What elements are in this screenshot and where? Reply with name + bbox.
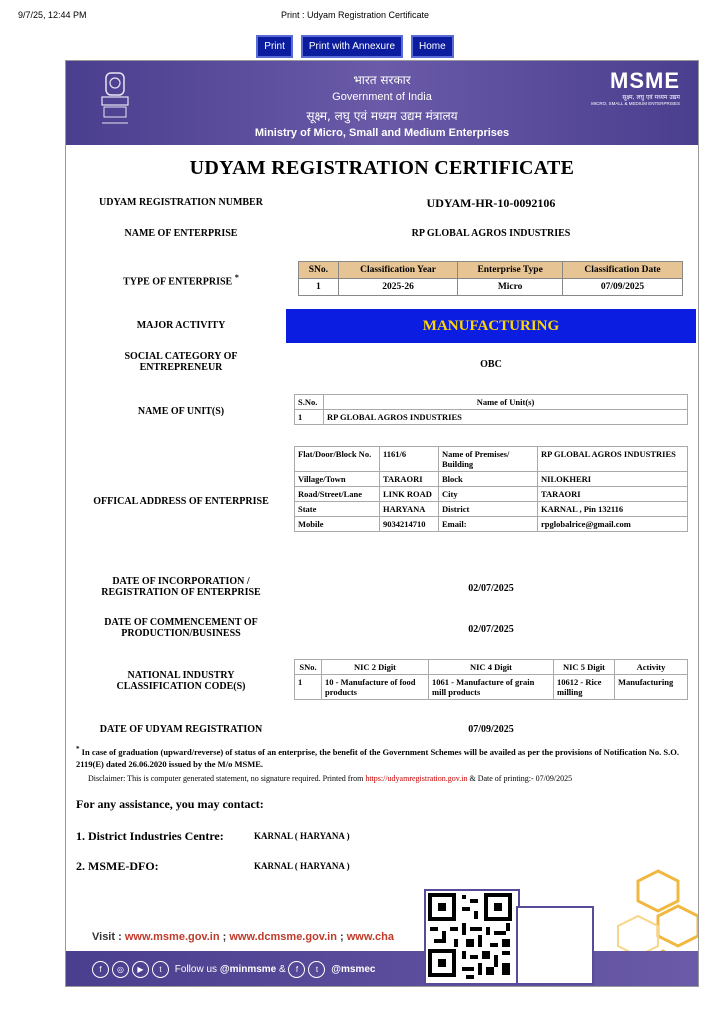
- twitter-icon[interactable]: t: [308, 961, 325, 978]
- address-cell: TARAORI: [380, 472, 439, 487]
- address-cell: HARYANA: [380, 502, 439, 517]
- assistance-heading: For any assistance, you may contact:: [76, 797, 264, 811]
- address-label: OFFICAL ADDRESS OF ENTERPRISE: [93, 496, 269, 507]
- udyam-date-label: DATE OF UDYAM REGISTRATION: [99, 724, 263, 735]
- type-label: TYPE OF ENTERPRISE *: [123, 273, 239, 288]
- msme-logo: [584, 69, 680, 106]
- address-cell: 9034214710: [380, 517, 439, 532]
- units-table: [294, 394, 688, 425]
- print-annexure-button[interactable]: Print with Annexure: [301, 35, 403, 58]
- type-label-text: TYPE OF ENTERPRISE: [123, 276, 233, 288]
- type-table: [298, 261, 683, 296]
- type-cell: 1: [299, 279, 339, 296]
- address-cell: District: [439, 502, 538, 517]
- dic-label: 1. District Industries Centre:: [76, 829, 224, 843]
- units-cell: 1: [295, 410, 324, 425]
- table-row: [295, 447, 688, 472]
- qr-code-icon: [426, 891, 514, 979]
- nic-header: SNo.: [295, 660, 322, 675]
- print-datetime: 9/7/25, 12:44 PM: [18, 10, 87, 20]
- banner-english-ministry: Ministry of Micro, Small and Medium Enterprises: [254, 127, 510, 139]
- msme-logo-sub-hindi: सूक्ष्म, लघु एवं मध्यम उद्यम: [622, 94, 680, 101]
- table-row: [295, 675, 688, 700]
- enterprise-name: RP GLOBAL AGROS INDUSTRIES: [411, 228, 571, 239]
- nic-header: NIC 2 Digit: [322, 660, 429, 675]
- major-activity-label: MAJOR ACTIVITY: [136, 320, 226, 331]
- follow-line: [92, 961, 375, 978]
- table-row: [295, 410, 688, 425]
- address-cell: Block: [439, 472, 538, 487]
- action-bar: [0, 35, 710, 58]
- graduation-note: * In case of graduation (upward/reverse) of status of an enterprise, the benefit of the Government Schemes will be availed as per the provisions of Notification No. S.O. 2119(E) dated 26.06.2020 issued by the M/o MSME.: [76, 745, 679, 769]
- reg-number-label: UDYAM REGISTRATION NUMBER: [99, 197, 263, 208]
- incorporation-label: DATE OF INCORPORATION / REGISTRATION OF ENTERPRISE: [101, 576, 261, 598]
- banner-hindi-ministry: सूक्ष्म, लघु एवं मध्यम उद्यम मंत्रालय: [306, 109, 458, 123]
- address-cell: 1161/6: [380, 447, 439, 472]
- facebook-icon[interactable]: f: [92, 961, 109, 978]
- certificate-title: UDYAM REGISTRATION CERTIFICATE: [189, 157, 575, 179]
- nic-cell: 1061 - Manufacture of grain mill products: [429, 675, 554, 700]
- banner-english-gov: Government of India: [332, 91, 432, 103]
- address-cell: Flat/Door/Block No.: [295, 447, 380, 472]
- address-cell: TARAORI: [538, 487, 688, 502]
- type-header: Classification Year: [338, 262, 458, 279]
- type-cell: 07/09/2025: [562, 279, 682, 296]
- youtube-icon[interactable]: ▶: [132, 961, 149, 978]
- address-cell: RP GLOBAL AGROS INDUSTRIES: [538, 447, 688, 472]
- units-cell: RP GLOBAL AGROS INDUSTRIES: [324, 410, 688, 425]
- visit-label: Visit :: [92, 931, 122, 943]
- follow-label: Follow us: [174, 964, 218, 976]
- nic-cell: Manufacturing: [615, 675, 688, 700]
- type-header: Classification Date: [562, 262, 682, 279]
- champions-link[interactable]: www.cha: [346, 931, 394, 943]
- disclaimer: [88, 774, 699, 783]
- address-cell: Name of Premises/ Building: [439, 447, 538, 472]
- nic-cell: 10 - Manufacture of food products: [322, 675, 429, 700]
- nic-table: [294, 659, 688, 700]
- table-row: [295, 472, 688, 487]
- print-button[interactable]: Print: [256, 35, 293, 58]
- qr-code: [424, 889, 520, 985]
- social-category: OBC: [480, 359, 502, 370]
- nic-label: NATIONAL INDUSTRY CLASSIFICATION CODE(S): [116, 670, 246, 692]
- msme-logo-sub-english: MICRO, SMALL & MEDIUM ENTERPRISES: [591, 101, 680, 106]
- units-header: S.No.: [295, 395, 324, 410]
- address-cell: State: [295, 502, 380, 517]
- reg-number: UDYAM-HR-10-0092106: [426, 196, 556, 210]
- twitter-icon[interactable]: t: [152, 961, 169, 978]
- units-label: NAME OF UNIT(S): [137, 406, 225, 417]
- disclaimer-pre: Disclaimer: This is computer generated statement, no signature required. Printed from: [88, 774, 364, 783]
- dic-value: KARNAL ( HARYANA ): [254, 831, 350, 841]
- table-row: [299, 279, 683, 296]
- nic-cell: 10612 - Rice milling: [554, 675, 615, 700]
- banner-hindi-gov: भारत सरकार: [353, 73, 411, 87]
- address-cell: Village/Town: [295, 472, 380, 487]
- home-button[interactable]: Home: [411, 35, 454, 58]
- visit-sep: ;: [219, 931, 230, 943]
- instagram-icon[interactable]: ◎: [112, 961, 129, 978]
- social-category-label: SOCIAL CATEGORY OF ENTREPRENEUR: [124, 351, 238, 373]
- major-activity: MANUFACTURING: [286, 309, 696, 343]
- address-cell: Road/Street/Lane: [295, 487, 380, 502]
- nic-header: Activity: [615, 660, 688, 675]
- dfo-label: 2. MSME-DFO:: [76, 859, 159, 873]
- msme-link[interactable]: www.msme.gov.in: [124, 931, 220, 943]
- address-cell: NILOKHERI: [538, 472, 688, 487]
- table-row: [295, 517, 688, 532]
- visit-line: [92, 931, 394, 943]
- certificate: [65, 60, 699, 987]
- follow-handle-2: @msmec: [331, 964, 376, 976]
- type-cell: 2025-26: [338, 279, 458, 296]
- ministry-banner: [66, 61, 698, 145]
- msme-logo-text: MSME: [610, 68, 680, 93]
- address-cell: LINK ROAD: [380, 487, 439, 502]
- address-cell: Mobile: [295, 517, 380, 532]
- incorporation-date: 02/07/2025: [468, 583, 514, 594]
- type-header: SNo.: [299, 262, 339, 279]
- graduation-note-text: In case of graduation (upward/reverse) of status of an enterprise, the benefit of the Government Schemes will be availed as per the provisions of Notification No. S.O. 2119(E) dated 26.06.2020 issued by the M/o MSME.: [76, 746, 679, 769]
- udyam-date: 07/09/2025: [468, 724, 514, 735]
- type-header: Enterprise Type: [458, 262, 563, 279]
- udyam-link[interactable]: https://udyamregistration.gov.in: [365, 774, 468, 783]
- type-cell: Micro: [458, 279, 563, 296]
- commencement-label: DATE OF COMMENCEMENT OF PRODUCTION/BUSINESS: [104, 617, 258, 639]
- nic-header: NIC 4 Digit: [429, 660, 554, 675]
- follow-amp: &: [279, 964, 286, 976]
- facebook-icon[interactable]: f: [288, 961, 305, 978]
- dcmsme-link[interactable]: www.dcmsme.gov.in: [229, 931, 337, 943]
- qr-frame: [516, 906, 594, 985]
- nic-header: NIC 5 Digit: [554, 660, 615, 675]
- address-cell: Email:: [439, 517, 538, 532]
- enterprise-name-label: NAME OF ENTERPRISE: [124, 228, 238, 239]
- units-header: Name of Unit(s): [324, 395, 688, 410]
- visit-sep: ;: [336, 931, 347, 943]
- table-row: [295, 487, 688, 502]
- address-cell: rpglobalrice@gmail.com: [538, 517, 688, 532]
- address-cell: City: [439, 487, 538, 502]
- commencement-date: 02/07/2025: [468, 624, 514, 635]
- address-table: [294, 446, 688, 532]
- address-cell: KARNAL , Pin 132116: [538, 502, 688, 517]
- print-title: Print : Udyam Registration Certificate: [280, 10, 430, 20]
- nic-cell: 1: [295, 675, 322, 700]
- dfo-value: KARNAL ( HARYANA ): [254, 861, 350, 871]
- disclaimer-post: & Date of printing:- 07/09/2025: [469, 774, 573, 783]
- table-row: [295, 502, 688, 517]
- follow-handle: @minmsme: [219, 964, 277, 976]
